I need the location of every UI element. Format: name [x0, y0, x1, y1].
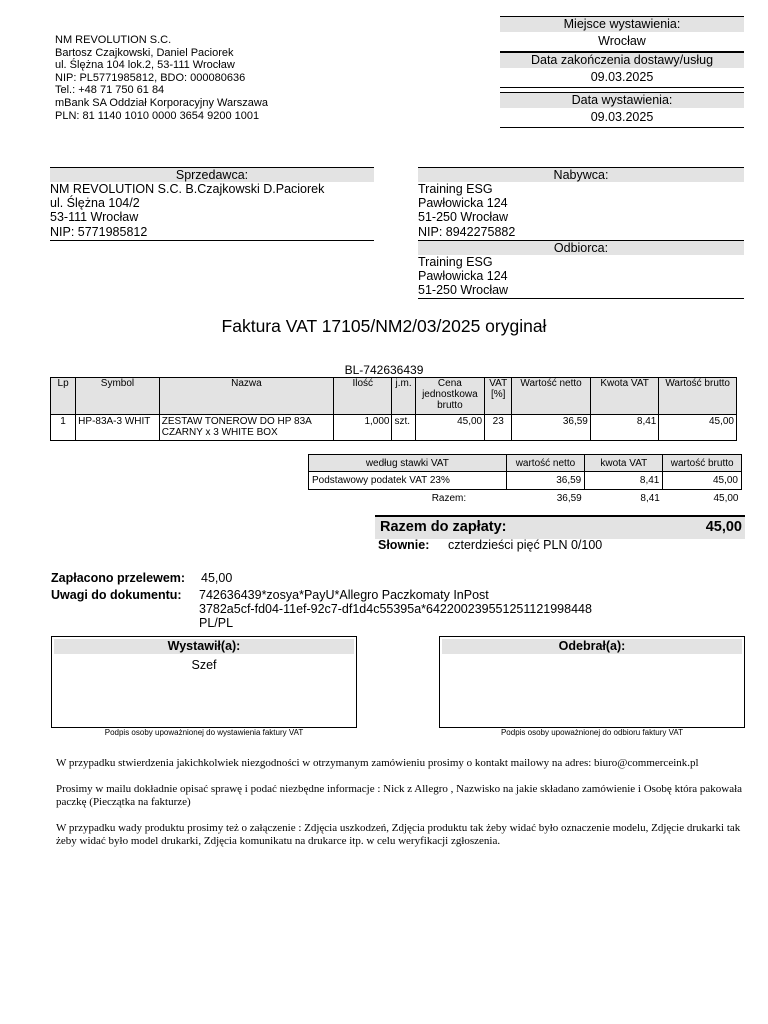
vat-col-header: kwota VAT [585, 455, 663, 472]
recipient-line: Pawłowicka 124 [418, 269, 508, 284]
remarks-line: PL/PL [199, 616, 234, 630]
receiver-caption: Podpis osoby upoważnionej do odbioru faktury VAT [500, 728, 684, 737]
remarks-label: Uwagi do dokumentu: [51, 588, 182, 602]
seller-header-line: ul. Ślężna 104 lok.2, 53-111 Wrocław [55, 59, 235, 72]
vat-row-net: 36,59 [506, 472, 585, 490]
seller-header [55, 34, 268, 122]
vat-total-gross: 45,00 [713, 493, 739, 504]
seller-header-line: Bartosz Czajkowski, Daniel Paciorek [55, 46, 234, 59]
seller-party [50, 167, 374, 241]
vat-total-row [309, 490, 742, 508]
paid-label: Zapłacono przelewem: [51, 571, 186, 585]
note-paragraph: W przypadku stwierdzenia jakichkolwiek niezgodności w otrzymanym zamówieniu prosimy o kontakt mailowy na adres: biuro@commerceink.pl [56, 757, 699, 769]
seller-line: 53-111 Wrocław [50, 210, 139, 225]
note-paragraph: W przypadku wady produktu prosimy też o załączenie : Zdjęcia uszkodzeń, Zdjęcia produktu tak żeby widać było oznaczenie modelu, Zdjęcie drukarki tak żeby widać było model drukarki, Zdjęcia komunikatu na drukarce itp. w celu weryfikacji zgłoszenia. [56, 822, 741, 847]
remarks-line: 3782a5cf-fd04-11ef-92c7-df1d4c55395a*6422002395512511219984​48 [199, 602, 592, 616]
buyer-party [418, 167, 744, 299]
seller-line: NM REVOLUTION S.C. B.Czajkowski D.Paciorek [50, 182, 325, 196]
invoice-info-box [500, 16, 744, 128]
vat-rate-label: Podstawowy podatek VAT 23% [309, 472, 507, 490]
vat-row [309, 472, 742, 490]
table-row [51, 415, 737, 441]
issuer-label: Wystawił(a): [54, 639, 354, 654]
cell-symbol: HP-83A-3 WHIT [76, 415, 160, 441]
receiver-label: Odebrał(a): [442, 639, 742, 654]
place-label: Miejsce wystawienia: [500, 16, 744, 32]
seller-line: ul. Ślężna 104/2 [50, 196, 140, 211]
recipient-line: 51-250 Wrocław [418, 283, 509, 298]
seller-line: NIP: 5771985812 [50, 224, 148, 239]
seller-lines [50, 182, 374, 241]
cell-name: ZESTAW TONEROW DO HP 83A CZARNY x 3 WHITE BOX [159, 415, 333, 441]
cell-price: 45,00 [415, 415, 485, 441]
cell-gross: 45,00 [659, 415, 737, 441]
total-due-amount: 45,00 [705, 519, 742, 535]
vat-row-vat: 8,41 [585, 472, 663, 490]
seller-label: Sprzedawca: [50, 167, 374, 182]
total-due-label: Razem do zapłaty: [380, 519, 507, 535]
issuer-signature-box [51, 636, 357, 728]
items-table [50, 377, 737, 441]
issuer-value: Szef [191, 658, 217, 672]
recipient-label: Odbiorca: [418, 240, 744, 255]
vat-total-net: 36,59 [556, 493, 582, 504]
col-header: Ilość [334, 378, 392, 415]
buyer-line: Training ESG [418, 182, 493, 196]
words-label: Słownie: [378, 538, 430, 552]
seller-header-line: NIP: PL5771985812, BDO: 000080636 [55, 71, 246, 84]
col-header: Wartość brutto [659, 378, 737, 415]
recipient-lines [418, 255, 744, 300]
cell-vat: 23 [485, 415, 512, 441]
invoice-title: Faktura VAT 17105/NM2/03/2025 oryginał [221, 316, 547, 336]
issuer-caption: Podpis osoby upoważnionej do wystawienia faktury VAT [104, 728, 304, 737]
seller-header-line: mBank SA Oddział Korporacyjny Warszawa [55, 96, 268, 109]
words-value: czterdzieści pięć PLN 0/100 [448, 538, 603, 552]
total-due-bar [375, 515, 745, 539]
vat-summary-table [308, 454, 742, 507]
receiver-signature-box [439, 636, 745, 728]
col-header: Wartość netto [512, 378, 591, 415]
buyer-line: NIP: 8942275882 [418, 224, 516, 239]
cell-qty: 1,000 [334, 415, 392, 441]
col-header: VAT [%] [485, 378, 512, 415]
vat-row-gross: 45,00 [663, 472, 742, 490]
col-header: Nazwa [159, 378, 333, 415]
buyer-line: 51-250 Wrocław [418, 210, 509, 225]
delivery-date-value: 09.03.2025 [500, 68, 744, 88]
seller-header-line: Tel.: +48 71 750 61 84 [55, 84, 165, 97]
col-header: Lp [51, 378, 76, 415]
place-value: Wrocław [500, 32, 744, 52]
recipient-line: Training ESG [418, 254, 493, 269]
col-header: Cena jednostkowa brutto [415, 378, 485, 415]
col-header: Kwota VAT [590, 378, 658, 415]
buyer-lines [418, 182, 744, 240]
col-header: Symbol [76, 378, 160, 415]
cell-lp: 1 [51, 415, 76, 441]
col-header: j.m. [392, 378, 415, 415]
vat-total-label: Razem: [431, 493, 467, 504]
note-paragraph: Prosimy w mailu dokładnie opisać sprawę i podać niezbędne informacje : Nick z Allegro , Nazwisko na jakie składano zamówienie i Osobę która pakowała paczkę (Pieczątka na fakturze) [56, 783, 743, 808]
buyer-label: Nabywca: [418, 167, 744, 182]
buyer-line: Pawłowicka 124 [418, 196, 508, 211]
vat-col-header: wartość netto [506, 455, 585, 472]
issue-date-value: 09.03.2025 [500, 108, 744, 128]
vat-col-header: według stawki VAT [309, 455, 507, 472]
cell-unit: szt. [392, 415, 415, 441]
seller-header-line: NM REVOLUTION S.C. [55, 34, 172, 46]
order-reference: BL-742636439 [344, 363, 424, 377]
remarks-line: 742636439*zosya*PayU*Allegro Paczkomaty InPost [199, 588, 489, 602]
vat-total-vat: 8,41 [640, 493, 660, 504]
paid-amount: 45,00 [201, 571, 233, 585]
issue-date-label: Data wystawienia: [500, 92, 744, 108]
seller-header-line: PLN: 81 1140 1010 0000 3654 9200 1001 [55, 109, 260, 122]
cell-net: 36,59 [512, 415, 591, 441]
remarks [199, 588, 592, 630]
cell-vat-amount: 8,41 [590, 415, 658, 441]
vat-col-header: wartość brutto [663, 455, 742, 472]
delivery-date-label: Data zakończenia dostawy/usług [500, 52, 744, 68]
